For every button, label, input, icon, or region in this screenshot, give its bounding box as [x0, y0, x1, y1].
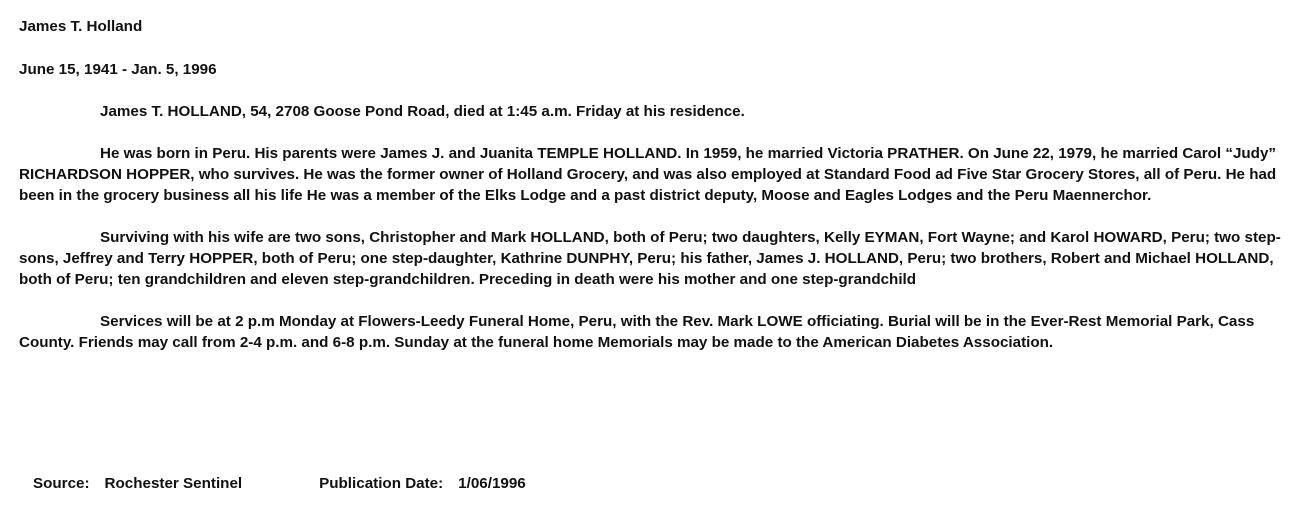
publication-block [319, 473, 526, 494]
paragraph-services: Services will be at 2 p.m Monday at Flowers-Leedy Funeral Home, Peru, with the Rev. Mark LOWE officiating. Burial will be in the Ever-Rest Memorial Park, Cass County. Friends may call from 2-4 p.m. and 6-8 p.m. Sunday at the funeral home Memorials may be made to the American Diabetes Association. [19, 313, 1255, 351]
obituary-document [19, 16, 1281, 374]
publication-date-label: Publication Date: [319, 475, 444, 492]
paragraph-biography: He was born in Peru. His parents were James J. and Juanita TEMPLE HOLLAND. In 1959, he married Victoria PRATHER. On June 22, 1979, he married Carol “Judy” RICHARDSON HOPPER, who survives. He was the former owner of Holland Grocery, and was also employed at Standard Food ad Five Star Grocery Stores, all of Peru. He had been in the grocery business all his life He was a member of the Elks Lodge and a past district deputy, Moose and Eagles Lodges and the Peru Maennerchor. [19, 145, 1277, 204]
source-footer [33, 473, 526, 494]
source-label: Source: [33, 475, 90, 492]
obituary-name: James T. Holland [19, 18, 143, 35]
paragraph-death-notice: James T. HOLLAND, 54, 2708 Goose Pond Road, died at 1:45 a.m. Friday at his residence. [100, 103, 745, 120]
source-value: Rochester Sentinel [104, 475, 243, 492]
obituary-dates: June 15, 1941 - Jan. 5, 1996 [19, 61, 217, 78]
paragraph-survivors: Surviving with his wife are two sons, Christopher and Mark HOLLAND, both of Peru; two daughters, Kelly EYMAN, Fort Wayne; and Karol HOWARD, Peru; two step-sons, Jeffrey and Terry HOPPER, both of Peru; one step-daughter, Kathrine DUNPHY, Peru; his father, James J. HOLLAND, Peru; two brothers, Robert and Michael HOLLAND, both of Peru; ten grandchildren and eleven step-grandchildren. Preceding in death were his mother and one step-grandchild [19, 229, 1281, 288]
publication-date-value: 1/06/1996 [458, 475, 526, 492]
